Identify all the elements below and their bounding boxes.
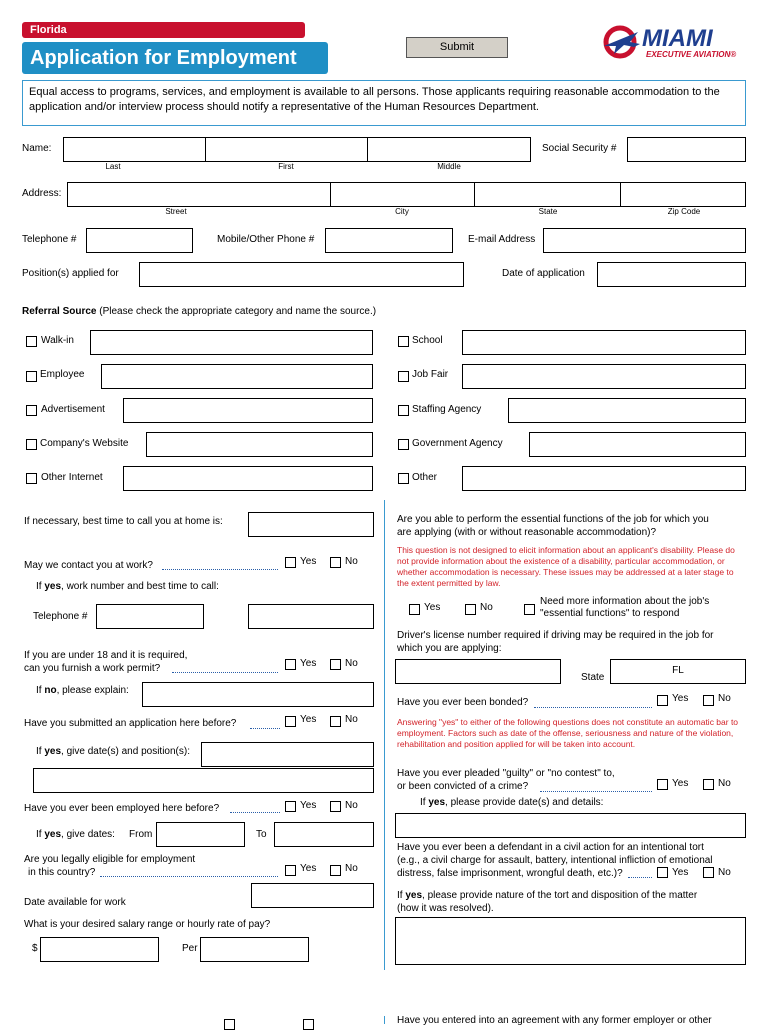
company-logo — [600, 20, 746, 64]
bonded-yes-checkbox[interactable] — [657, 695, 668, 706]
submitted-before-label: Have you submitted an application here before? — [24, 718, 237, 729]
license-state-value: FL — [672, 665, 684, 676]
middle-caption: Middle — [437, 162, 461, 171]
walk-in-checkbox[interactable] — [26, 336, 37, 347]
application-date-label: Date of application — [502, 268, 585, 279]
employed-before-label: Have you ever been employed here before? — [24, 803, 220, 814]
other-internet-source-field[interactable] — [123, 466, 373, 491]
submitted-no-checkbox[interactable] — [330, 716, 341, 727]
leader-dots — [534, 707, 652, 708]
work-permit-explain-field[interactable] — [142, 682, 374, 707]
license-number-field[interactable] — [395, 659, 561, 684]
dollar-label: $ — [32, 943, 38, 954]
work-telephone-label: Telephone # — [33, 611, 88, 622]
job-fair-source-field[interactable] — [462, 364, 746, 389]
employee-source-field[interactable] — [101, 364, 373, 389]
government-agency-source-field[interactable] — [529, 432, 746, 457]
school-label: School — [412, 335, 443, 346]
license-state-field[interactable] — [610, 659, 746, 684]
government-agency-checkbox[interactable] — [398, 439, 409, 450]
leader-dots — [100, 876, 278, 877]
under-18-label-2: can you furnish a work permit? — [24, 663, 161, 674]
tort-yes-checkbox[interactable] — [657, 867, 668, 878]
no-label: No — [718, 693, 731, 704]
tort-details-field[interactable] — [395, 917, 746, 965]
eligible-label-2: in this country? — [28, 867, 96, 878]
employed-to-field[interactable] — [274, 822, 374, 847]
leader-dots — [250, 728, 280, 729]
email-label: E-mail Address — [468, 234, 536, 245]
essential-label-1: Are you able to perform the essential functions of the job for which you — [397, 514, 709, 525]
work-best-time-field[interactable] — [248, 604, 374, 629]
no-label: No — [345, 863, 358, 874]
employed-no-checkbox[interactable] — [330, 801, 341, 812]
other-internet-label: Other Internet — [41, 472, 103, 483]
employed-from-field[interactable] — [156, 822, 245, 847]
need-more-label-2: "essential functions" to respond — [540, 608, 680, 619]
contact-work-no-checkbox[interactable] — [330, 557, 341, 568]
no-label: No — [718, 778, 731, 789]
eligible-yes-checkbox[interactable] — [285, 865, 296, 876]
pleaded-label-1: Have you ever pleaded "guilty" or "no contest" to, — [397, 768, 615, 779]
staffing-agency-label: Staffing Agency — [412, 404, 482, 415]
date-available-label: Date available for work — [24, 897, 126, 908]
state-caption: State — [538, 207, 558, 216]
work-telephone-field[interactable] — [96, 604, 204, 629]
company-website-checkbox[interactable] — [26, 439, 37, 450]
from-label: From — [129, 829, 153, 840]
if-no-explain-label: If no, please explain: — [36, 685, 129, 696]
crime-details-field[interactable] — [395, 813, 746, 838]
submitted-yes-checkbox[interactable] — [285, 716, 296, 727]
leader-dots — [540, 791, 652, 792]
street-field[interactable] — [67, 182, 331, 207]
telephone-label: Telephone # — [22, 234, 77, 245]
pleaded-label-2: or been convicted of a crime? — [397, 781, 529, 792]
salary-per-field[interactable] — [200, 937, 309, 962]
work-number-label: If yes, work number and best time to call: — [36, 581, 219, 592]
ssn-label: Social Security # — [542, 143, 617, 154]
tort-no-checkbox[interactable] — [703, 867, 714, 878]
column-divider-bottom — [384, 1016, 385, 1024]
job-fair-label: Job Fair — [412, 369, 449, 380]
logo-subtext: EXECUTIVE AVIATION® — [646, 50, 737, 59]
essential-no-checkbox[interactable] — [465, 604, 476, 615]
license-state-label: State — [581, 672, 605, 683]
staffing-agency-source-field[interactable] — [508, 398, 746, 423]
zip-caption: Zip Code — [667, 207, 701, 216]
walk-in-source-field[interactable] — [90, 330, 373, 355]
yes-label: Yes — [424, 602, 441, 613]
yes-label: Yes — [300, 800, 317, 811]
company-website-label: Company's Website — [40, 438, 129, 449]
no-label: No — [345, 800, 358, 811]
partial-checkbox[interactable] — [224, 1019, 235, 1030]
eligible-label-1: Are you legally eligible for employment — [24, 854, 196, 865]
position-label: Position(s) applied for — [22, 268, 119, 279]
tort-label-1: Have you ever been a defendant in a civil action for an intentional tort — [397, 842, 704, 853]
last-name-field[interactable] — [63, 137, 206, 162]
no-label: No — [480, 602, 493, 613]
contact-work-yes-checkbox[interactable] — [285, 557, 296, 568]
position-field[interactable] — [139, 262, 464, 287]
referral-heading: Referral Source (Please check the appropriate category and name the source.) — [22, 306, 377, 317]
under-18-label-1: If you are under 18 and it is required, — [24, 650, 188, 661]
zip-field[interactable] — [620, 182, 746, 207]
other-internet-checkbox[interactable] — [26, 473, 37, 484]
tort-label-3: distress, false imprisonment, wrongful death, etc.)? — [397, 868, 623, 879]
no-label: No — [345, 556, 358, 567]
eeo-statement: Equal access to programs, services, and employment is available to all persons. Those applicants requiring reasonable accommodation to the application and/or interview process should notify a representative of the Human Resources Department. — [22, 80, 746, 126]
yes-label: Yes — [300, 863, 317, 874]
crime-yes-checkbox[interactable] — [657, 779, 668, 790]
school-checkbox[interactable] — [398, 336, 409, 347]
tort-label-2: (e.g., a civil charge for assault, battery, intentional infliction of emotional — [397, 855, 713, 866]
employed-yes-checkbox[interactable] — [285, 801, 296, 812]
employee-checkbox[interactable] — [26, 371, 37, 382]
job-fair-checkbox[interactable] — [398, 371, 409, 382]
to-label: To — [256, 829, 267, 840]
salary-label: What is your desired salary range or hourly rate of pay? — [24, 919, 271, 930]
date-available-field[interactable] — [251, 883, 374, 908]
tort-resolved-label: (how it was resolved). — [397, 903, 494, 914]
employed-dates-label: If yes, give dates: — [36, 829, 115, 840]
yes-label: Yes — [300, 658, 317, 669]
work-permit-yes-checkbox[interactable] — [285, 659, 296, 670]
application-date-field[interactable] — [597, 262, 746, 287]
yes-label: Yes — [300, 556, 317, 567]
employee-label: Employee — [40, 369, 85, 380]
work-permit-no-checkbox[interactable] — [330, 659, 341, 670]
other-checkbox[interactable] — [398, 473, 409, 484]
last-caption: Last — [105, 162, 121, 171]
city-caption: City — [395, 207, 409, 216]
yes-label: Yes — [672, 778, 689, 789]
advertisement-checkbox[interactable] — [26, 405, 37, 416]
no-label: No — [345, 714, 358, 725]
ssn-field[interactable] — [627, 137, 746, 162]
crime-details-label: If yes, please provide date(s) and details: — [420, 797, 604, 808]
submitted-details-field[interactable] — [201, 742, 374, 767]
advertisement-source-field[interactable] — [123, 398, 373, 423]
page-title: Application for Employment — [22, 42, 328, 74]
leader-dots — [162, 569, 278, 570]
logo-text: MIAMI — [642, 25, 713, 52]
need-more-info-checkbox[interactable] — [524, 604, 535, 615]
staffing-agency-checkbox[interactable] — [398, 405, 409, 416]
submitted-details-field-2[interactable] — [33, 768, 374, 793]
other-source-field[interactable] — [462, 466, 746, 491]
crime-no-checkbox[interactable] — [703, 779, 714, 790]
agreement-label: Have you entered into an agreement with any former employer or other — [397, 1015, 712, 1026]
first-caption: First — [278, 162, 294, 171]
email-field[interactable] — [543, 228, 746, 253]
best-time-label: If necessary, best time to call you at home is: — [24, 516, 223, 527]
state-field[interactable] — [474, 182, 621, 207]
city-field[interactable] — [330, 182, 475, 207]
leader-dots — [628, 877, 652, 878]
mobile-label: Mobile/Other Phone # — [217, 234, 315, 245]
eligible-no-checkbox[interactable] — [330, 865, 341, 876]
bonded-label: Have you ever been bonded? — [397, 697, 529, 708]
best-time-field[interactable] — [248, 512, 374, 537]
license-label-2: which you are applying: — [397, 643, 502, 654]
walk-in-label: Walk-in — [41, 335, 74, 346]
no-label: No — [345, 658, 358, 669]
no-label: No — [718, 867, 731, 878]
bonded-no-checkbox[interactable] — [703, 695, 714, 706]
middle-name-field[interactable] — [367, 137, 531, 162]
submitted-details-label: If yes, give date(s) and position(s): — [36, 746, 190, 757]
leader-dots — [172, 672, 278, 673]
partial-checkbox[interactable] — [303, 1019, 314, 1030]
crime-notice: Answering "yes" to either of the following questions does not constitute an automatic bar to employment. Factors such as date of the offense, seriousness and nature of the violation, rehabilitation and position applied for will be taken into account. — [397, 717, 739, 749]
disability-notice: This question is not designed to elicit information about an applicant's disability. Please do not provide information about the existence of a disability, particular accommodation, or whether accommodation is necessary. These issues may be addressed at a later stage to the extent permitted by law. — [397, 545, 735, 588]
other-label: Other — [412, 472, 438, 483]
yes-label: Yes — [300, 714, 317, 725]
leader-dots — [230, 812, 280, 813]
contact-work-label: May we contact you at work? — [24, 560, 153, 571]
first-name-field[interactable] — [205, 137, 368, 162]
school-source-field[interactable] — [462, 330, 746, 355]
column-divider — [384, 500, 385, 970]
street-caption: Street — [165, 207, 187, 216]
yes-label: Yes — [672, 867, 689, 878]
salary-field[interactable] — [40, 937, 159, 962]
company-website-source-field[interactable] — [146, 432, 373, 457]
address-label: Address: — [22, 188, 62, 199]
name-label: Name: — [22, 143, 52, 154]
state-label: Florida — [22, 22, 305, 38]
per-label: Per — [182, 943, 198, 954]
mobile-field[interactable] — [325, 228, 453, 253]
license-label-1: Driver's license number required if driving may be required in the job for — [397, 630, 714, 641]
submit-button[interactable]: Submit — [406, 37, 508, 58]
essential-yes-checkbox[interactable] — [409, 604, 420, 615]
telephone-field[interactable] — [86, 228, 193, 253]
plane-logo-icon — [600, 20, 746, 64]
yes-label: Yes — [672, 693, 689, 704]
tort-details-label: If yes, please provide nature of the tort and disposition of the matter — [397, 890, 698, 901]
essential-label-2: are applying (with or without reasonable accommodation)? — [397, 527, 657, 538]
advertisement-label: Advertisement — [41, 404, 105, 415]
need-more-label-1: Need more information about the job's — [540, 596, 710, 607]
government-agency-label: Government Agency — [412, 438, 503, 449]
